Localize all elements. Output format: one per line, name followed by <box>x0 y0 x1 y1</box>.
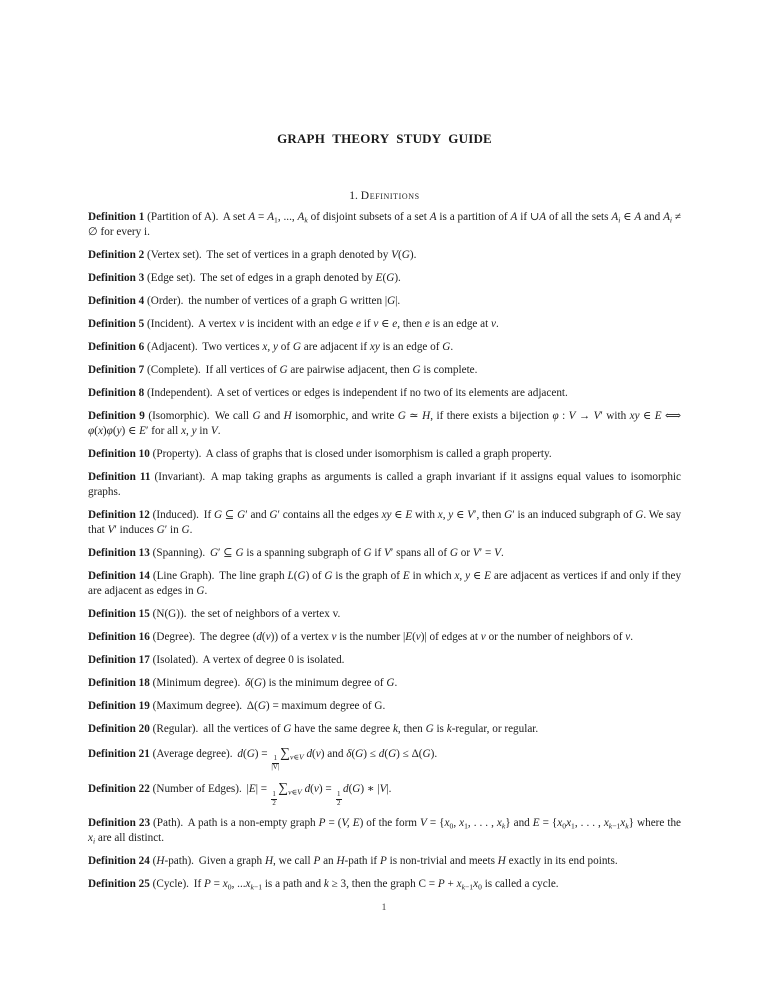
definition-term: Definition 23 <box>88 816 151 829</box>
section-number: 1. <box>349 190 358 202</box>
definition-label: (Regular). <box>152 723 199 735</box>
definition-item-13 <box>88 546 681 561</box>
definition-label: (Property). <box>152 448 202 460</box>
definition-label: (Minimum degree). <box>152 677 241 689</box>
definition-text: The set of vertices in a graph denoted by V(G). <box>206 249 417 261</box>
definition-item-20 <box>88 722 681 737</box>
definition-term: Definition 9 <box>88 410 145 422</box>
definition-text: If $P = x_0$, $...x_{k-1}$ is a path and k ≥ 3, then the graph $C = P + x_{k-1}x_0$ is called a cycle. <box>193 877 559 892</box>
definition-term: Definition 2 <box>88 249 145 261</box>
definition-item-9 <box>88 409 681 439</box>
definition-label: (Degree). <box>152 631 196 643</box>
definition-item-10 <box>88 447 681 462</box>
definition-text: Given a graph H, we call P an H-path if P is non-trivial and meets H exactly in its end points. <box>198 854 618 867</box>
definition-text: |E| = $\frac{1}{2}$ $\sum_{v\in V}$ d(v) = $\frac{1}{2}$ d(G) ∗ |V|. <box>246 780 392 807</box>
definition-item-11 <box>88 470 681 500</box>
definition-label: (Isomorphic). <box>148 410 210 422</box>
definition-item-22 <box>88 780 681 807</box>
definition-label: (Edge set). <box>147 272 196 284</box>
definition-text: If all vertices of G are pairwise adjacent, then G is complete. <box>205 364 478 376</box>
definition-item-5 <box>88 317 681 332</box>
definition-item-23 <box>88 816 681 846</box>
definition-item-17 <box>88 653 681 668</box>
definition-text: Two vertices x, y of G are adjacent if xy is an edge of G. <box>202 341 454 353</box>
definitions-list <box>88 210 681 892</box>
definition-term: Definition 11 <box>88 471 151 483</box>
definition-text: A vertex v is incident with an edge e if v ∈ e, then e is an edge at v. <box>198 318 499 330</box>
definition-term: Definition 13 <box>88 547 150 559</box>
definition-item-21 <box>88 745 681 772</box>
document-title: GRAPH THEORY STUDY GUIDE <box>277 131 492 146</box>
definition-term: Definition 16 <box>88 631 150 643</box>
definition-item-15 <box>88 607 681 622</box>
definition-text: G′ ⊆ G is a spanning subgraph of G if V′ spans all of G or V′ = V. <box>209 547 504 559</box>
definition-label: (Complete). <box>147 364 201 376</box>
definition-item-19 <box>88 699 681 714</box>
definition-term: Definition 5 <box>88 318 145 330</box>
definition-term: Definition 1 <box>88 211 145 223</box>
definition-text: A map taking graphs as arguments is called a graph invariant if it assigns equal values to isomorphic graphs. <box>88 471 681 498</box>
definition-label: (Incident). <box>147 318 194 330</box>
definition-term: Definition 6 <box>88 341 145 353</box>
definition-term: Definition 22 <box>88 783 150 796</box>
definition-term: Definition 10 <box>88 448 150 460</box>
definition-label: (Path). <box>153 816 184 829</box>
definition-item-24 <box>88 854 681 869</box>
definition-item-2 <box>88 248 681 263</box>
definition-item-6 <box>88 340 681 355</box>
section-heading <box>88 189 681 204</box>
definition-label: (Order). <box>147 295 184 307</box>
definition-item-3 <box>88 271 681 286</box>
definition-label: (Spanning). <box>152 547 206 559</box>
definition-text: If G ⊆ G′ and G′ contains all the edges xy ∈ E with x, y ∈ V′, then G′ is an induced subgraph of G. We say that V′ induces G′ in G. <box>88 509 682 536</box>
definition-item-14 <box>88 569 681 599</box>
definition-term: Definition 14 <box>88 570 150 582</box>
definition-label: (Line Graph). <box>152 570 215 582</box>
definition-label: (Independent). <box>147 387 213 399</box>
definition-item-25 <box>88 877 681 892</box>
document-page <box>88 0 681 900</box>
definition-term: Definition 24 <box>88 854 150 867</box>
definition-label: (H-path). <box>152 854 194 867</box>
definition-text: A set of vertices or edges is independent if no two of its elements are adjacent. <box>216 387 568 399</box>
definition-label: (Vertex set). <box>147 249 202 261</box>
definition-item-8 <box>88 386 681 401</box>
definition-term: Definition 17 <box>88 654 150 666</box>
definition-term: Definition 4 <box>88 295 145 307</box>
definition-term: Definition 12 <box>88 509 150 521</box>
definition-text: all the vertices of G have the same degree k, then G is k-regular, or regular. <box>203 723 539 735</box>
definition-item-16 <box>88 630 681 645</box>
definition-term: Definition 3 <box>88 272 145 284</box>
definition-term: Definition 8 <box>88 387 145 399</box>
definition-label: (Invariant). <box>154 471 206 483</box>
definition-item-4 <box>88 294 681 309</box>
definition-text: A path is a non-empty graph P = (V, E) of the form $V = \{x_0$, $x_1$, . . . , $x_k$} and $E = \{x_0x_1$, . . . , $x_{k-1}x_k$} where the $x_i$ are all distinct. <box>88 816 682 846</box>
definition-item-18 <box>88 676 681 691</box>
definition-term: Definition 19 <box>88 700 150 712</box>
definition-item-12 <box>88 508 681 538</box>
definition-text: δ(G) is the minimum degree of G. <box>245 677 398 689</box>
definition-text: the set of neighbors of a vertex v. <box>191 608 341 620</box>
definition-label: (Adjacent). <box>147 341 198 353</box>
definition-term: Definition 15 <box>88 608 150 620</box>
definition-text: the number of vertices of a graph G written |G|. <box>188 295 401 307</box>
definition-text: A vertex of degree 0 is isolated. <box>202 654 345 666</box>
definition-label: (Partition of A). <box>147 211 219 223</box>
definition-text: The line graph L(G) of G is the graph of E in which x, y ∈ E are adjacent as vertices if and only if they are adjacent as edges in G. <box>88 570 682 597</box>
definition-text: Δ(G) = maximum degree of G. <box>246 700 386 712</box>
section-title: Definitions <box>360 190 420 202</box>
definition-label: (Average degree). <box>152 748 233 760</box>
definition-item-1 <box>88 210 681 240</box>
page-number: 1 <box>381 903 387 913</box>
definition-text: The degree (d(v)) of a vertex v is the number |E(v)| of edges at v or the number of neighbors of v. <box>199 631 634 643</box>
definition-label: (Number of Edges). <box>152 783 242 796</box>
definition-label: (Cycle). <box>152 877 189 890</box>
definition-text: d(G) = $\frac{1}{|V|}$ $\sum_{v\in V}$ d(v) and δ(G) ≤ d(G) ≤ Δ(G). <box>237 745 438 772</box>
definition-item-7 <box>88 363 681 378</box>
definition-text: The set of edges in a graph denoted by E(G). <box>200 272 401 284</box>
definition-term: Definition 7 <box>88 364 145 376</box>
definition-term: Definition 25 <box>88 877 150 890</box>
definition-label: (Maximum degree). <box>152 700 243 712</box>
definition-term: Definition 20 <box>88 723 150 735</box>
definition-text: A set $A = A_1$, ..., $A_k$ of disjoint subsets of a set A is a partition of A if ∪A of all the sets $A_i$ ∈ A and $A_i$ ≠ ∅ for every i. <box>88 211 682 238</box>
definition-label: (Isolated). <box>152 654 199 666</box>
definition-text: We call G and H isomorphic, and write G ≃ H, if there exists a bijection φ : V → V′ with xy ∈ E ⟺ φ(x)φ(y) ∈ E′ for all x, y in V. <box>88 410 682 437</box>
definition-term: Definition 18 <box>88 677 150 689</box>
definition-label: (Induced). <box>152 509 199 521</box>
definition-term: Definition 21 <box>88 748 150 760</box>
definition-label: (N(G)). <box>152 608 187 620</box>
definition-text: A class of graphs that is closed under isomorphism is called a graph property. <box>205 448 552 460</box>
